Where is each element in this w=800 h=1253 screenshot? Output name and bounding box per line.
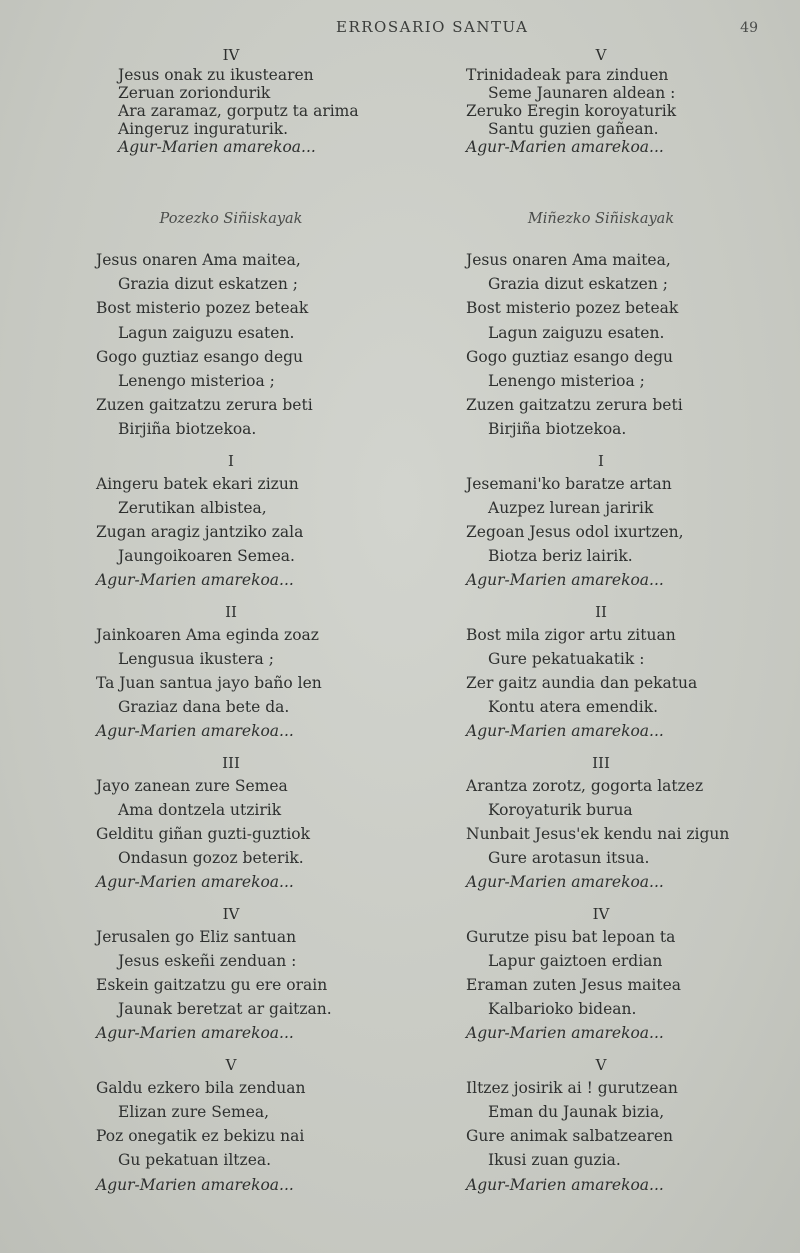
stanza [96, 903, 456, 1046]
stanza [466, 903, 800, 1046]
verse-line: Birjiña biotzekoa. [488, 420, 627, 439]
verse-line: Gogo guztiaz esango degu [466, 347, 674, 366]
verse-line: Jaunak beretzat ar gaitzan. [118, 1000, 332, 1019]
verse-line: Gure animak salbatzearen [466, 1127, 674, 1146]
verse-line: Lenengo misterioa ; [488, 372, 645, 391]
stanza-numeral: IV [222, 904, 240, 923]
verse-line: Eraman zuten Jesus maitea [466, 976, 682, 995]
verse-line: Gelditu giñan guzti-guztiok [96, 825, 311, 844]
refrain-line: Agur-Marien amarekoa... [96, 1024, 294, 1043]
stanza [96, 601, 456, 744]
stanza [96, 752, 456, 895]
verse-line: Poz onegatik ez bekizu nai [96, 1127, 305, 1146]
verse-line: Lengusua ikustera ; [118, 649, 274, 668]
running-title: ERROSARIO SANTUA [336, 18, 529, 36]
verse-line: Kontu atera emendik. [488, 698, 659, 717]
verse-line: Gure arotasun itsua. [488, 849, 650, 868]
refrain-line: Agur-Marien amarekoa... [466, 1175, 664, 1194]
verse-line: Jainkoaren Ama eginda zoaz [96, 625, 319, 644]
stanza [96, 1054, 456, 1197]
section-title: Miñezko Siñiskayak [527, 211, 675, 227]
verse-line: Zugan aragiz jantziko zala [96, 523, 304, 542]
verse-line: Jesus onak zu ikustearen [118, 66, 314, 84]
verse-line: Eskein gaitzatzu gu ere orain [96, 976, 328, 995]
stanza-numeral: I [228, 451, 234, 470]
refrain-line: Agur-Marien amarekoa... [466, 722, 664, 741]
refrain-line: Agur-Marien amarekoa... [96, 571, 294, 590]
stanza [466, 601, 800, 744]
section-title: Pozezko Siñiskayak [159, 211, 303, 227]
verse-line: Nunbait Jesus'ek kendu nai zigun [466, 825, 730, 844]
verse-line: Elizan zure Semea, [118, 1102, 270, 1121]
intro-stanza [96, 248, 456, 442]
refrain-line: Agur-Marien amarekoa... [96, 1175, 294, 1194]
left-column [96, 44, 456, 1197]
verse-line: Ara zaramaz, gorputz ta arima [118, 102, 359, 120]
opening-stanza [466, 44, 800, 156]
verse-line: Kalbarioko bidean. [488, 1000, 637, 1019]
verse-line: Zuzen gaitzatzu zerura beti [466, 396, 683, 415]
verse-line: Lenengo misterioa ; [118, 372, 275, 391]
verse-line: Zuzen gaitzatzu zerura beti [96, 396, 313, 415]
verse-line: Bost misterio pozez beteak [466, 299, 679, 318]
stanza [466, 752, 800, 895]
stanza-numeral: II [595, 602, 607, 621]
verse-line: Eman du Jaunak bizia, [488, 1102, 665, 1121]
verse-line: Jesus onaren Ama maitea, [96, 251, 301, 269]
verse-line: Lagun zaiguzu esaten. [488, 323, 665, 342]
verse-line: Bost mila zigor artu zituan [466, 625, 676, 644]
stanza-numeral: II [225, 602, 237, 621]
verse-line: Arantza zorotz, gogorta latzez [466, 776, 704, 795]
verse-line: Zeruan zoriondurik [118, 84, 271, 102]
stanza-numeral: IV [592, 904, 610, 923]
verse-line: Gurutze pisu bat lepoan ta [466, 927, 676, 946]
stanza [466, 450, 800, 593]
stanza [466, 1054, 800, 1197]
verse-line: Ikusi zuan guzia. [488, 1151, 621, 1170]
page-header [0, 14, 800, 38]
verse-line: Galdu ezkero bila zenduan [96, 1078, 306, 1097]
verse-line: Jesus eskeñi zenduan : [118, 951, 297, 970]
page-number: 49 [740, 20, 758, 36]
refrain-line: Agur-Marien amarekoa... [118, 138, 316, 156]
verse-line: Zerutikan albistea, [118, 498, 267, 517]
refrain-line: Agur-Marien amarekoa... [466, 873, 664, 892]
verse-line: Seme Jaunaren aldean : [488, 84, 676, 102]
refrain-line: Agur-Marien amarekoa... [466, 571, 664, 590]
verse-line: Ta Juan santua jayo baño len [96, 674, 322, 693]
stanza-numeral: V [595, 1055, 607, 1074]
refrain-line: Agur-Marien amarekoa... [96, 873, 294, 892]
verse-line: Koroyaturik burua [488, 800, 633, 819]
verse-line: Jesus onaren Ama maitea, [466, 251, 671, 269]
verse-line: Auzpez lurean jaririk [488, 498, 654, 517]
verse-line: Jaungoikoaren Semea. [118, 547, 295, 566]
verse-line: Trinidadeak para zinduen [466, 66, 669, 84]
intro-stanza [466, 248, 800, 442]
opening-stanza [96, 44, 456, 156]
verse-line: Lapur gaiztoen erdian [488, 951, 663, 970]
refrain-line: Agur-Marien amarekoa... [96, 722, 294, 741]
verse-line: Aingeruz inguraturik. [118, 120, 289, 138]
stanza-numeral: V [595, 46, 607, 64]
stanza-numeral: V [225, 1055, 237, 1074]
stanza-numeral: III [222, 753, 240, 772]
verse-line: Gu pekatuan iltzea. [118, 1151, 272, 1170]
verse-line: Zegoan Jesus odol ixurtzen, [466, 523, 684, 542]
stanza-numeral: IV [222, 46, 240, 64]
verse-line: Grazia dizut eskatzen ; [488, 275, 668, 294]
stanza-numeral: III [592, 753, 610, 772]
stanza-numeral: I [598, 451, 604, 470]
refrain-line: Agur-Marien amarekoa... [466, 138, 664, 156]
verse-line: Santu guzien gañean. [488, 120, 659, 138]
verse-line: Jesemani'ko baratze artan [466, 474, 672, 493]
verse-line: Zer gaitz aundia dan pekatua [466, 674, 698, 693]
verse-line: Ama dontzela utzirik [118, 800, 282, 819]
verse-line: Zeruko Eregin koroyaturik [466, 102, 677, 120]
verse-line: Gure pekatuakatik : [488, 649, 645, 668]
verse-line: Jayo zanean zure Semea [96, 776, 288, 795]
verse-line: Graziaz dana bete da. [118, 698, 290, 717]
verse-line: Jerusalen go Eliz santuan [96, 927, 297, 946]
verse-line: Iltzez josirik ai ! gurutzean [466, 1078, 678, 1097]
verse-line: Bost misterio pozez beteak [96, 299, 309, 318]
verse-line: Biotza beriz lairik. [488, 547, 633, 566]
verse-line: Aingeru batek ekari zizun [96, 474, 299, 493]
stanza [96, 450, 456, 593]
verse-line: Grazia dizut eskatzen ; [118, 275, 298, 294]
verse-line: Birjiña biotzekoa. [118, 420, 257, 439]
right-column [466, 44, 800, 1197]
verse-line: Gogo guztiaz esango degu [96, 347, 304, 366]
verse-line: Ondasun gozoz beterik. [118, 849, 304, 868]
verse-line: Lagun zaiguzu esaten. [118, 323, 295, 342]
refrain-line: Agur-Marien amarekoa... [466, 1024, 664, 1043]
